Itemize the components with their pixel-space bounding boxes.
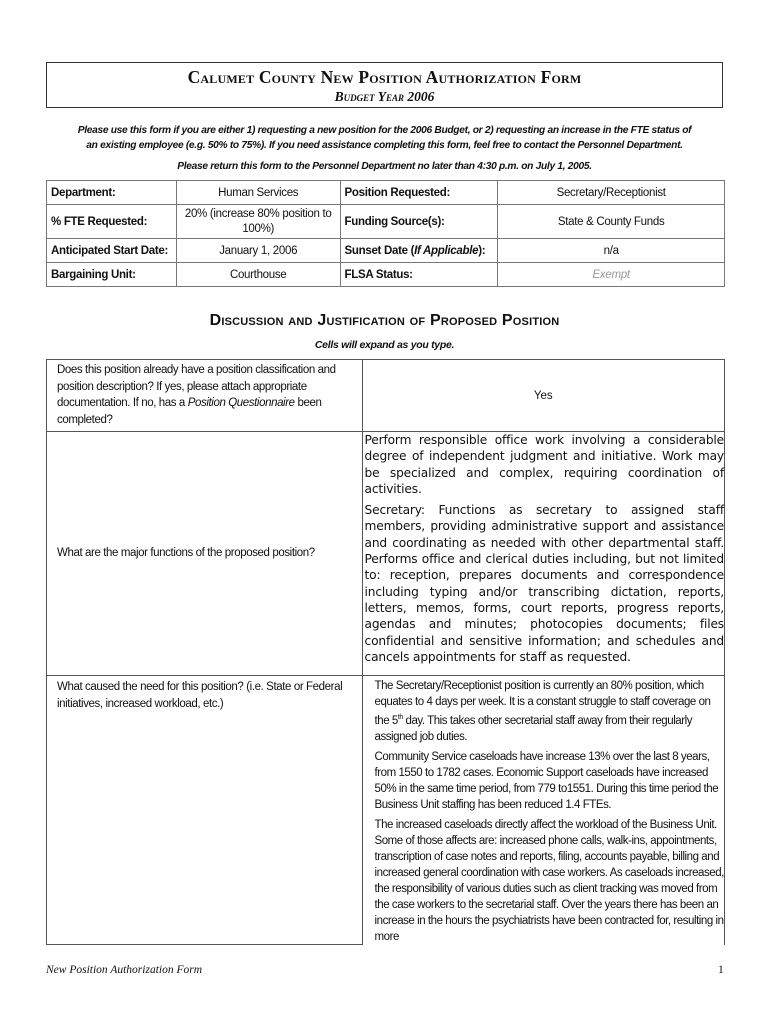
discussion-heading: Discussion and Justification of Proposed Position [209, 312, 560, 329]
instructions-line-2: an existing employee (e.g. 50% to 75%). If you need assistance completing this form, feel free to contact the Personnel Department. [86, 140, 683, 151]
position-field[interactable]: Secretary/Receptionist [498, 181, 725, 205]
table-row [47, 239, 725, 263]
answer-classification[interactable]: Yes [533, 389, 553, 402]
title-box [46, 62, 723, 108]
funding-field[interactable]: State & County Funds [498, 205, 725, 239]
question-italic-term: Position Questionnaire [187, 397, 295, 409]
form-title: Calumet County New Position Authorization Form [187, 67, 582, 87]
department-field[interactable]: Human Services [176, 181, 340, 205]
flsa-status-field[interactable]: Exempt [498, 263, 725, 287]
answer-major-functions[interactable] [363, 432, 724, 665]
fte-field[interactable] [176, 205, 340, 239]
discussion-table [46, 359, 725, 945]
footer-form-name: New Position Authorization Form [46, 964, 203, 976]
sunset-label-part: Sunset Date ( [344, 244, 415, 257]
page-number: 1 [718, 964, 724, 976]
answer-paragraph [375, 678, 724, 745]
funding-label: Funding Source(s): [340, 205, 498, 239]
answer-paragraph: Perform responsible office work involving a considerable degree of independent judgment and initiative. Work may be specialized and complex, requiring coordination of activities. [364, 433, 724, 496]
department-label: Department: [47, 181, 177, 205]
answer-need-cause[interactable] [363, 676, 724, 945]
sunset-label-italic: If Applicable [414, 244, 479, 257]
table-row [47, 432, 725, 676]
position-label: Position Requested: [340, 181, 498, 205]
bargaining-unit-field[interactable]: Courthouse [176, 263, 340, 287]
start-date-field[interactable]: January 1, 2006 [176, 239, 340, 263]
answer-paragraph: Secretary: Functions as secretary to assigned staff members, providing administrative support and assistance and coordinating as needed with other departmental staff. Performs office and clerical duties including, but not limited to: reception, prepares documents and correspondence including typing and/or transcribing dictation, reports, letters, memos, forms, court reports, progress reports, agendas and minutes; photocopies documents; files confidential and sensitive information; and schedules and cancels appointments for staff as requested. [364, 503, 724, 664]
cells-expand-note: Cells will expand as you type. [314, 339, 455, 351]
table-row [47, 263, 725, 287]
return-instructions: Please return this form to the Personnel Department no later than 4:30 p.m. on July 1, 2005. [177, 161, 592, 172]
form-subtitle: Budget Year 2006 [334, 89, 435, 104]
question-major-functions: What are the major functions of the proposed position? [47, 432, 363, 676]
table-row [47, 181, 725, 205]
answer-text: The Secretary/Receptionist position is currently an 80% position, which equates to 4 days per week. It is a constant struggle to staff coverage on the 5 [374, 680, 711, 727]
answer-major-functions-cell[interactable] [362, 432, 724, 676]
table-row [47, 676, 725, 945]
position-info-table [46, 180, 725, 287]
start-date-label: Anticipated Start Date: [47, 239, 177, 263]
answer-paragraph: The increased caseloads directly affect the workload of the Business Unit. Some of those affects are: increased phone calls, walk-ins, appointments, transcription of case notes and reports, filing, accounts payable, billing and increased general coordination with case workers. As caseloads increased, the responsibility of various duties such as client tracking was moved from the case workers to the secretarial staff. Over the years there has been an increase in the hours the psychiatrists have been contracted for, resulting in more [374, 818, 724, 943]
answer-classification-cell[interactable] [362, 360, 724, 432]
question-classification [47, 360, 363, 432]
fte-value-line-2: 100%) [242, 222, 275, 235]
bargaining-unit-label: Bargaining Unit: [47, 263, 177, 287]
fte-label: % FTE Requested: [47, 205, 177, 239]
sunset-date-label [340, 239, 498, 263]
question-text-end: been completed? [57, 397, 322, 426]
sunset-date-field[interactable]: n/a [498, 239, 725, 263]
table-row [47, 205, 725, 239]
flsa-status-label: FLSA Status: [340, 263, 498, 287]
ordinal-suffix: th [397, 714, 403, 721]
question-need-cause: What caused the need for this position? (i.e. State or Federal initiatives, increased workload, etc.) [47, 676, 363, 945]
question-text: Does this position already have a position classification and position description? If yes, please attach appropriate documentation. If no, has a [57, 364, 336, 409]
sunset-label-end: ): [478, 244, 486, 257]
instructions-line-1: Please use this form if you are either 1) requesting a new position for the 2006 Budget, or 2) requesting an increase in the FTE status of [77, 125, 692, 136]
answer-paragraph: Community Service caseloads have increase 13% over the last 8 years, from 1550 to 1782 cases. Economic Support caseloads have increased 50% in the same time period, from 779 to1551. During this time period the Business Unit staffing has been reduced 1.4 FTEs. [374, 750, 719, 811]
fte-value-line-1: 20% (increase 80% position to [184, 207, 332, 220]
answer-need-cause-cell[interactable] [362, 676, 724, 945]
answer-text: day. This takes other secretarial staff away from their regularly assigned job duties. [374, 714, 693, 743]
table-row [47, 360, 725, 432]
